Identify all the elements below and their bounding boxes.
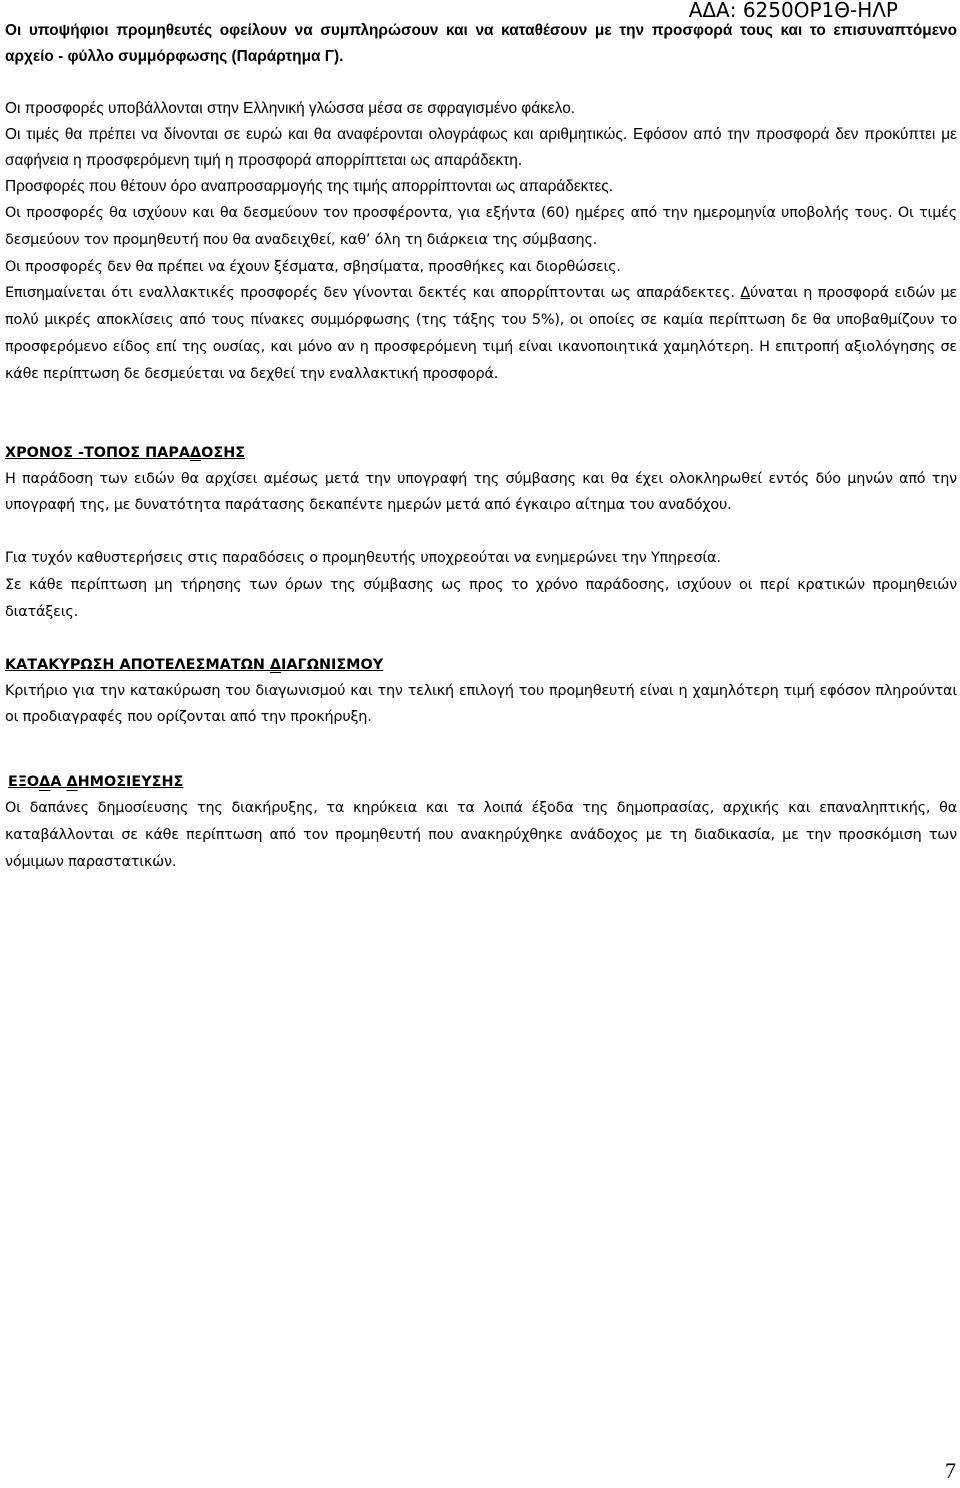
award-heading-a: ΚΑΤΑΚΥΡΩΣΗ ΑΠΟΤΕΛΕΣΜΑΤΩΝ <box>5 656 270 673</box>
deviation-lead-letter: Δ <box>740 285 750 302</box>
document-page <box>5 18 957 876</box>
publication-heading-b: ΗΜΟΣΙΕΥΣΗΣ <box>77 774 184 791</box>
committee-text: Η επιτροπή αξιολόγησης σε κάθε περίπτωση δε δεσμεύεται να δεχθεί την εναλλακτική προσφορά. <box>5 338 957 382</box>
validity-paragraph <box>5 200 957 254</box>
alternatives-text: Επισημαίνεται ότι εναλλακτικές προσφορές δεν γίνονται δεκτές και απορρίπτονται ως απαράδεκτες. <box>5 285 735 302</box>
language-line: Οι προσφορές υποβάλλονται στην Ελληνική γλώσσα μέσα σε σφραγισμένο φάκελο. <box>5 100 576 117</box>
binding-text: Οι τιμές δεσμεύουν τον προμηθευτή που θα αναδειχθεί, καθ’ όλη τη διάρκεια της σύμβασης. <box>5 205 957 248</box>
publication-heading-a: ΕΞΟ <box>8 774 40 791</box>
award-heading <box>5 652 957 678</box>
deviation-text: ύναται η προσφορά ειδών με πολύ μικρές αποκλίσεις από τους πίνακες συμμόρφωσης (της τάξης του 5%), οι οποίες σε καμία περίπτωση δε θα υποβαθμίζουν το προσφερόμενο είδος επί της ουσίας, και μόνο αν η προσφερόμενη τιμή είναι ικανοποιητικά χαμηλότερη. <box>5 285 958 355</box>
delivery-paragraph-3: Σε κάθε περίπτωση μη τήρησης των όρων της σύμβασης ως προς το χρόνο παράδοσης, ισχύουν οι περί κρατικών προμηθειών διατάξεις. <box>5 576 957 620</box>
publication-heading-mid: Α <box>50 774 67 791</box>
adjustment-line: Προσφορές που θέτουν όρο αναπροσαρμογής της τιμής απορρίπτονται ως απαράδεκτες. <box>5 178 614 195</box>
prices-text: Οι τιμές θα πρέπει να δίνονται σε ευρώ και θα αναφέρονται ολογράφως και αριθμητικώς. <box>5 126 628 143</box>
publication-paragraph: Οι δαπάνες δημοσίευσης της διακήρυξης, τα κηρύκεια και τα λοιπά έξοδα της δημοπρασίας, αρχικής και επαναληπτικής, θα καταβάλλονται σε κάθε περίπτωση από τον προμηθευτή που ανακηρύχθηκε ανάδοχος με τη διαδικασία, με την προσκόμιση των νόμιμων παραστατικών. <box>5 800 957 870</box>
validity-text: Οι προσφορές θα ισχύουν και θα δεσμεύουν τον προσφέροντα, για εξήντα (60) ημέρες από την ημερομηνία υποβολής τους. <box>5 205 893 221</box>
alternatives-paragraph <box>5 280 957 387</box>
publication-heading <box>5 769 957 795</box>
delivery-heading-a: ΧΡΟΝΟΣ -ΤΟΠΟΣ ΠΑΡΑ <box>5 444 190 461</box>
award-paragraph: Κριτήριο για την κατακύρωση του διαγωνισμού και την τελική επιλογή του προμηθευτή είναι η χαμηλότερη τιμή εφόσον πληρούνται οι προδιαγραφές που ορίζονται από την προκήρυξη. <box>5 682 957 726</box>
award-heading-b: ΙΑΓΩΝΙΣΜΟΥ <box>281 656 384 673</box>
delivery-paragraph-2: Για τυχόν καθυστερήσεις στις παραδόσεις ο προμηθευτής υποχρεούται να ενημερώνει την Υπηρεσία. <box>5 550 721 567</box>
intro-paragraph: Οι υποψήφιοι προμηθευτές οφείλουν να συμπληρώσουν και να καταθέσουν με την προσφορά τους και το επισυναπτόμενο αρχείο - φύλλο συμμόρφωσης (Παράρτημα Γ). <box>5 22 957 65</box>
delivery-paragraph-1: Η παράδοση των ειδών θα αρχίσει αμέσως μετά την υπογραφή της σύμβασης και θα έχει ολοκληρωθεί εντός δύο μηνών από την υπογραφή της, με δυνατότητα παράτασης δεκαπέντε ημερών μετά από έγκαιρο αίτημα του αναδόχου. <box>5 470 957 514</box>
page-number: 7 <box>945 1458 956 1483</box>
publication-heading-u2: Δ <box>66 774 78 791</box>
delivery-heading <box>5 440 957 466</box>
publication-heading-u: Δ <box>39 774 51 791</box>
price-clarity-text: Εφόσον από την προσφορά δεν προκύπτει με σαφήνεια η προσφερόμενη τιμή η προσφορά απορρίπτεται ως απαράδεκτη. <box>5 126 957 169</box>
prices-line <box>5 122 957 174</box>
ada-code: ΑΔΑ: 6250ΟΡ1Θ-ΗΛΡ <box>688 0 898 22</box>
award-heading-u: Δ <box>269 656 282 673</box>
no-erasures-line: Οι προσφορές δεν θα πρέπει να έχουν ξέσματα, σβησίματα, προσθήκες και διορθώσεις. <box>5 258 621 275</box>
delivery-heading-u: Δ <box>190 444 202 461</box>
delivery-heading-b: ΟΣΗΣ <box>201 444 246 461</box>
